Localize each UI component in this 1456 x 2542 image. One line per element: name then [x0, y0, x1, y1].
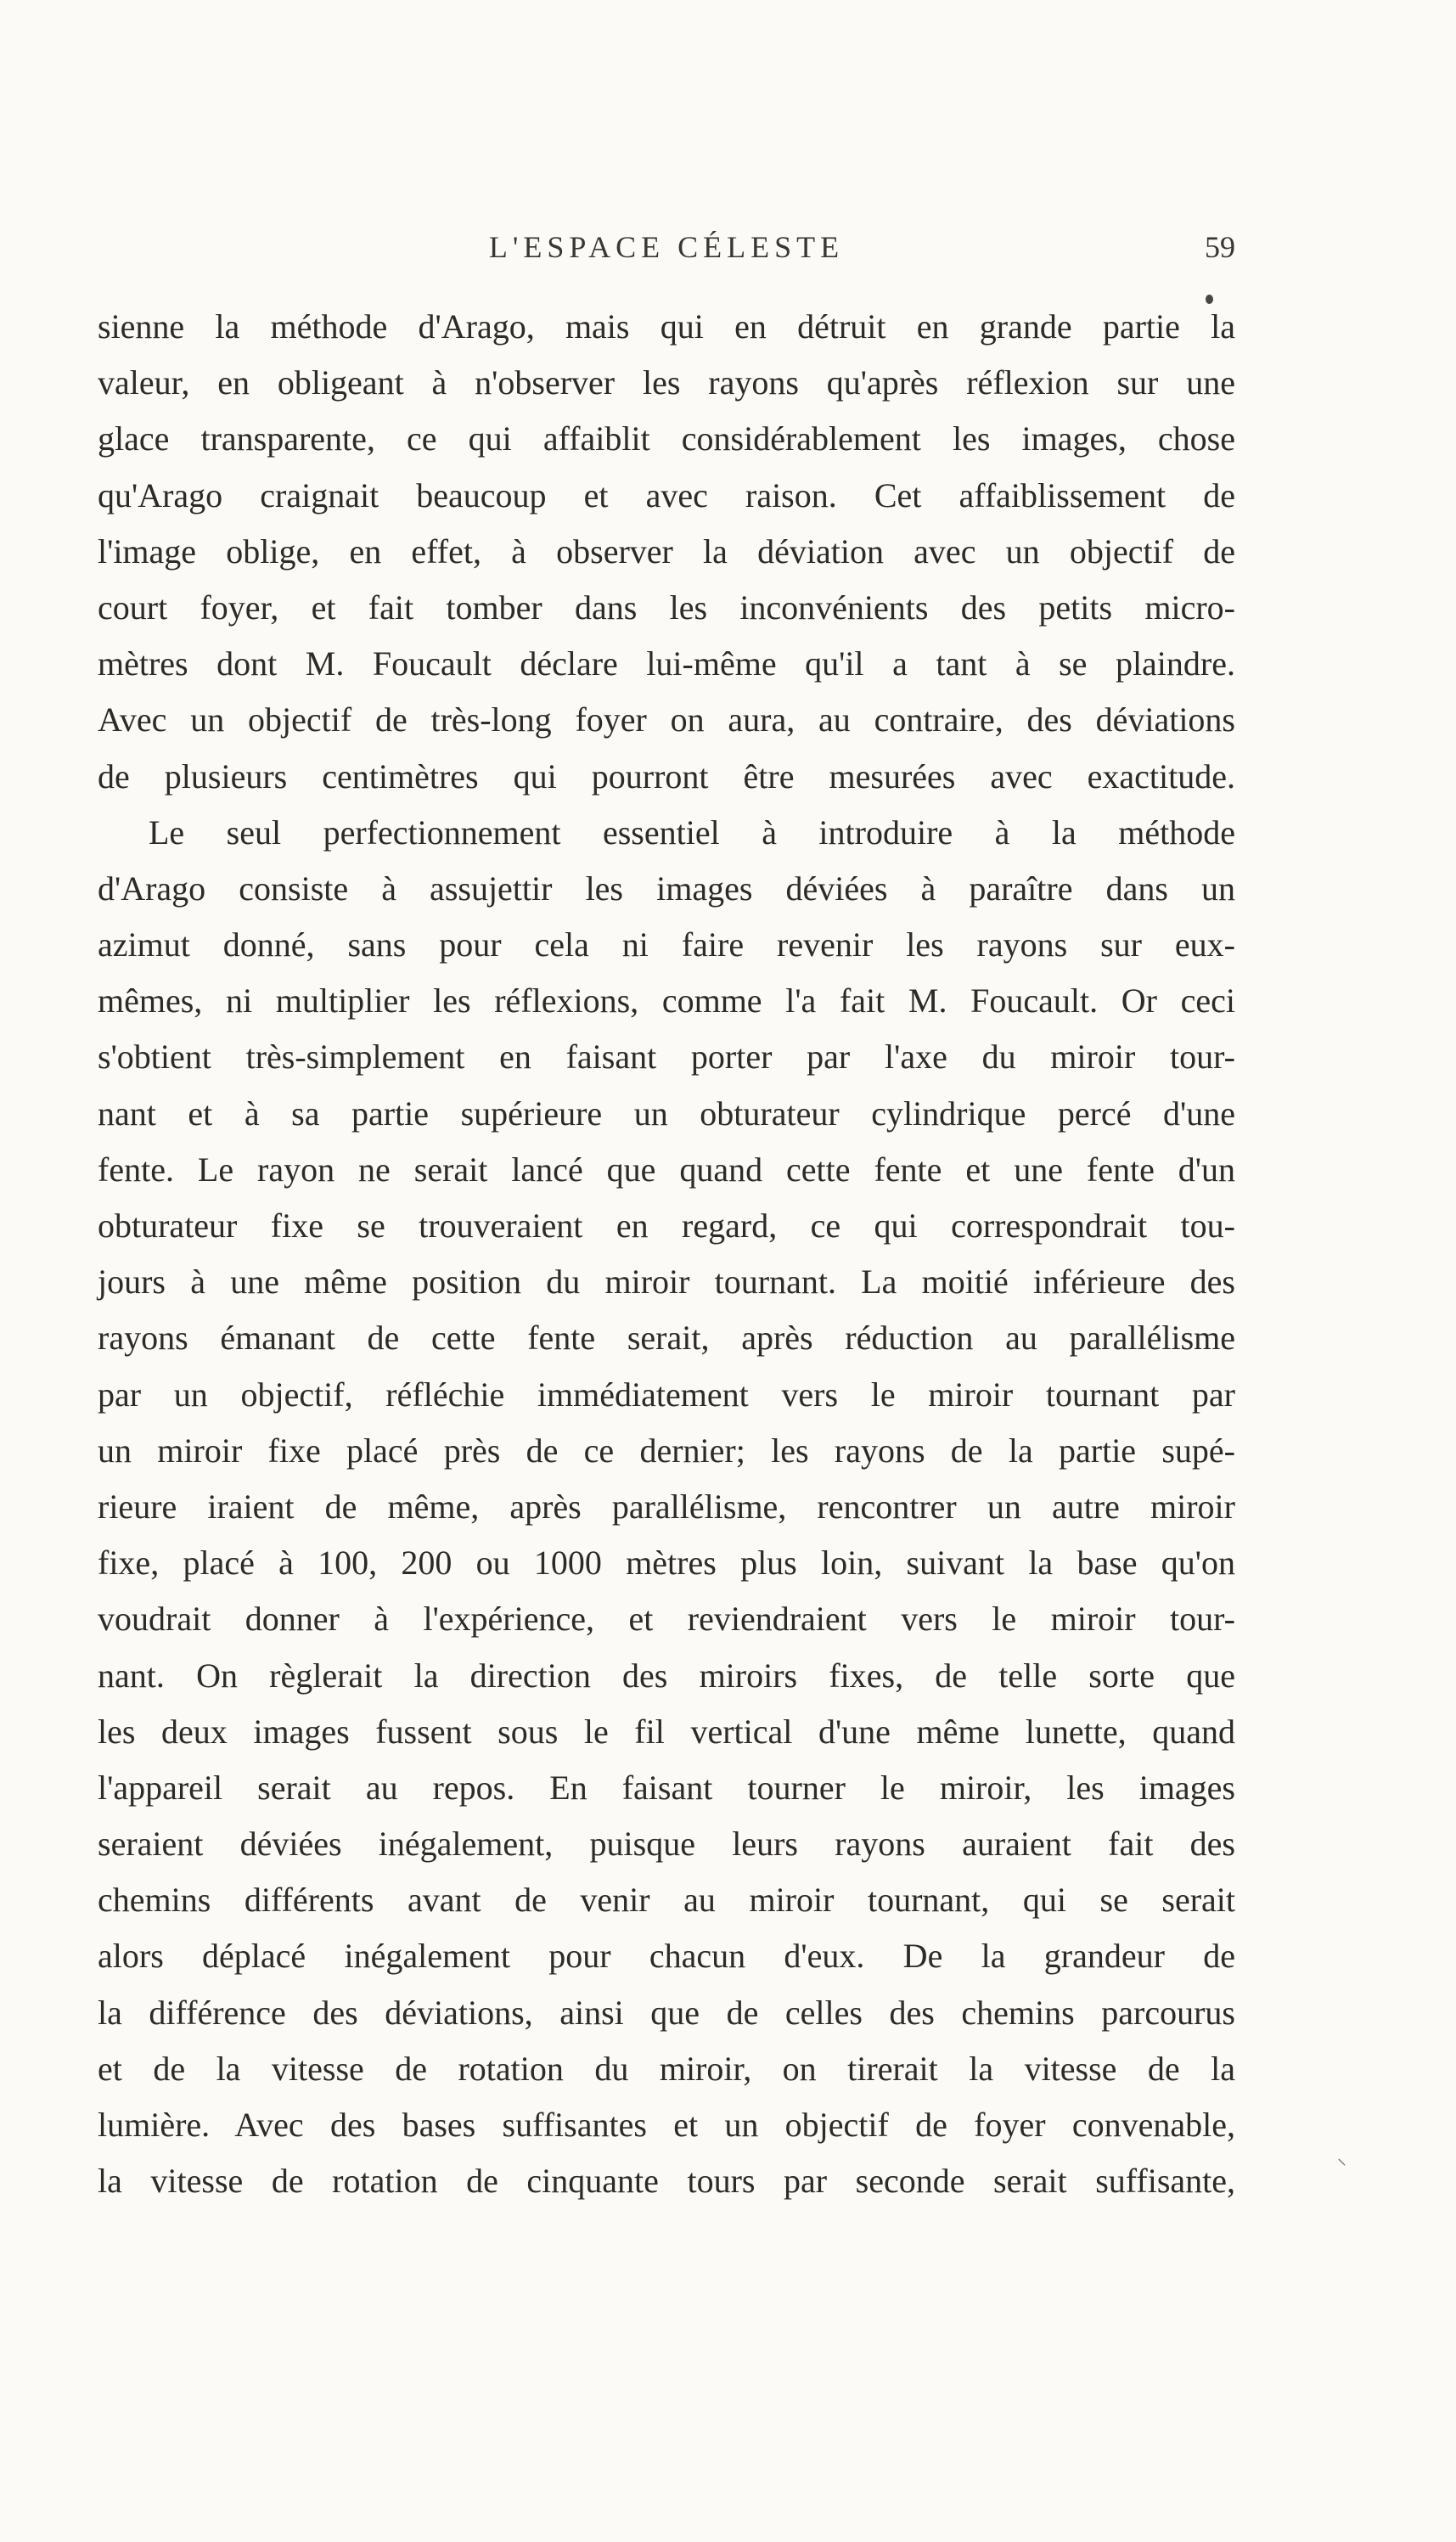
text-line: qu'Arago craignait beaucoup et avec raison. Cet affaiblissement de: [98, 475, 1235, 515]
margin-mark: ⸜: [1337, 2147, 1347, 2168]
text-line: un miroir fixe placé près de ce dernier; les rayons de la partie supé-: [98, 1431, 1235, 1470]
text-line: alors déplacé inégalement pour chacun d'eux. De la grandeur de: [98, 1937, 1235, 1976]
text-line: mêmes, ni multiplier les réflexions, comme l'a fait M. Foucault. Or ceci: [98, 981, 1235, 1021]
text-line: l'appareil serait au repos. En faisant tourner le miroir, les images: [98, 1768, 1235, 1807]
text-line: voudrait donner à l'expérience, et reviendraient vers le miroir tour-: [98, 1600, 1235, 1639]
text-line: par un objectif, réfléchie immédiatement vers le miroir tournant par: [98, 1375, 1235, 1414]
text-line: fixe, placé à 100, 200 ou 1000 mètres plus loin, suivant la base qu'on: [98, 1544, 1235, 1583]
text-line: fente. Le rayon ne serait lancé que quand cette fente et une fente d'un: [98, 1150, 1235, 1189]
text-line: s'obtient très-simplement en faisant porter par l'axe du miroir tour-: [98, 1038, 1235, 1077]
running-title: L'ESPACE CÉLESTE: [488, 230, 845, 264]
page-number: 59: [1205, 230, 1235, 264]
text-line: jours à une même position du miroir tournant. La moitié inférieure des: [98, 1263, 1235, 1302]
text-line: la différence des déviations, ainsi que de celles des chemins parcourus: [98, 1993, 1235, 2032]
text-line: nant et à sa partie supérieure un obturateur cylindrique percé d'une: [98, 1094, 1235, 1133]
text-line: lumière. Avec des bases suffisantes et un objectif de foyer convenable,: [98, 2106, 1235, 2144]
text-line: Avec un objectif de très-long foyer on aura, au contraire, des déviations: [98, 700, 1235, 740]
text-line: valeur, en obligeant à n'observer les rayons qu'après réflexion sur une: [98, 363, 1235, 402]
text-line: chemins différents avant de venir au miroir tournant, qui se serait: [98, 1881, 1235, 1920]
text-line: azimut donné, sans pour cela ni faire revenir les rayons sur eux-: [98, 925, 1235, 964]
text-line: Le seul perfectionnement essentiel à introduire à la méthode: [149, 813, 1235, 852]
text-line: obturateur fixe se trouveraient en regard, ce qui correspondrait tou-: [98, 1206, 1235, 1245]
text-line: rieure iraient de même, après parallélisme, rencontrer un autre miroir: [98, 1487, 1235, 1526]
text-line: rayons émanant de cette fente serait, après réduction au parallélisme: [98, 1319, 1235, 1358]
text-line: et de la vitesse de rotation du miroir, on tirerait la vitesse de la: [98, 2049, 1235, 2088]
text-line: seraient déviées inégalement, puisque leurs rayons auraient fait des: [98, 1825, 1235, 1864]
text-line: glace transparente, ce qui affaiblit considérablement les images, chose: [98, 419, 1235, 458]
text-line: d'Arago consiste à assujettir les images déviées à paraître dans un: [98, 869, 1235, 908]
text-line: sienne la méthode d'Arago, mais qui en détruit en grande partie la: [98, 307, 1235, 346]
page-header: [98, 229, 1235, 280]
body-text: [98, 299, 1235, 2209]
text-line: nant. On règlerait la direction des miroirs fixes, de telle sorte que: [98, 1656, 1235, 1695]
text-line: la vitesse de rotation de cinquante tours par seconde serait suffisante,: [98, 2162, 1235, 2201]
text-line: mètres dont M. Foucault déclare lui-même qu'il a tant à se plaindre.: [98, 644, 1235, 683]
text-line: les deux images fussent sous le fil vertical d'une même lunette, quand: [98, 1712, 1235, 1751]
text-line: de plusieurs centimètres qui pourront être mesurées avec exactitude.: [98, 756, 1235, 796]
text-line: court foyer, et fait tomber dans les inconvénients des petits micro-: [98, 588, 1235, 627]
text-line: l'image oblige, en effet, à observer la déviation avec un objectif de: [98, 531, 1235, 571]
